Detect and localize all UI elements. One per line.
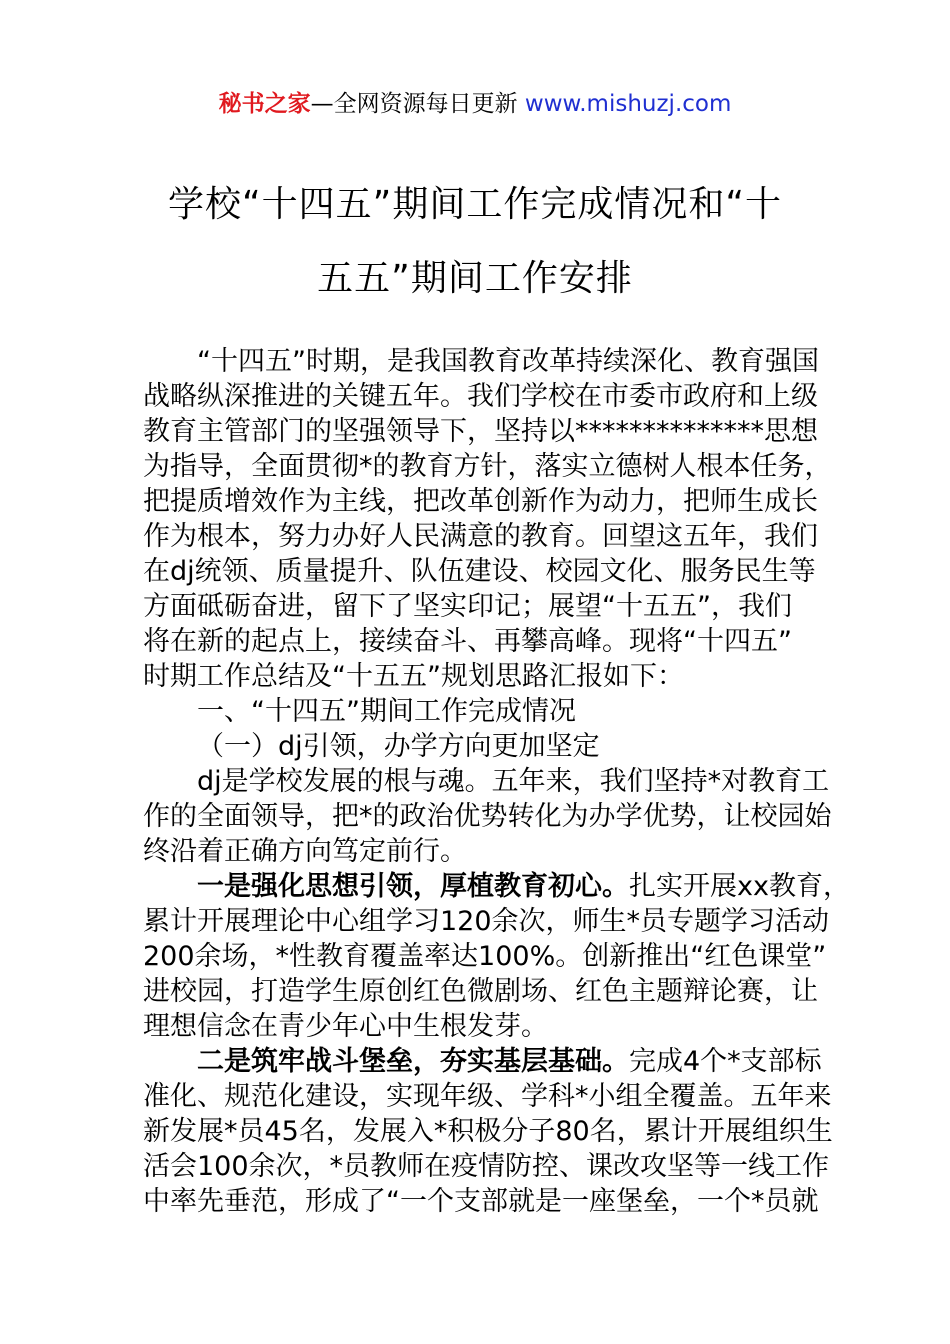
intro-line: 方面砥砺奋进，留下了坚实印记；展望“十五五”，我们: [143, 591, 792, 622]
paragraph-line: [143, 1044, 822, 1079]
site-url-link[interactable]: www.mishuzj.com: [524, 91, 732, 117]
section-heading: 一、“十四五”期间工作完成情况: [197, 696, 576, 727]
point-one-paragraph: [143, 869, 850, 1044]
paragraph-line: 200余场，*性教育覆盖率达100%。创新推出“红色课堂”: [143, 941, 827, 972]
intro-line: “十四五”时期，是我国教育改革持续深化、教育强国: [197, 346, 819, 377]
header-tagline: —全网资源每日更新: [310, 91, 518, 117]
paragraph-line: 理想信念在青少年心中生根发芽。: [143, 1011, 548, 1042]
intro-line: 教育主管部门的坚强领导下，坚持以**************思想: [143, 416, 818, 447]
title-line-2: 五五”期间工作安排: [317, 258, 633, 299]
paragraph-line: dj是学校发展的根与魂。五年来，我们坚持*对教育工: [197, 766, 830, 797]
point-one-text: 扎实开展xx教育，: [629, 871, 850, 902]
intro-line: 为指导，全面贯彻*的教育方针，落实立德树人根本任务，: [143, 451, 832, 482]
point-two-paragraph: [143, 1044, 833, 1219]
intro-line: 把提质增效作为主线，把改革创新作为动力，把师生成长: [143, 486, 818, 517]
paragraph-line: 累计开展理论中心组学习120余次，师生*员专题学习活动: [143, 906, 830, 937]
paragraph-line: 终沿着正确方向笃定前行。: [143, 836, 467, 867]
subsection-paragraph: [143, 764, 832, 869]
document-title: [130, 168, 820, 316]
paragraph-line: 活会100余次，*员教师在疫情防控、课改攻坚等一线工作: [143, 1151, 830, 1182]
intro-line: 时期工作总结及“十五五”规划思路汇报如下：: [143, 661, 684, 692]
paragraph-line: 新发展*员45名，发展入*积极分子80名，累计开展组织生: [143, 1116, 833, 1147]
document-body: [143, 344, 850, 1219]
intro-line: 战略纵深推进的关键五年。我们学校在市委市政府和上级: [143, 381, 818, 412]
point-two-text: 完成4个*支部标: [629, 1046, 822, 1077]
intro-paragraph: [143, 344, 832, 694]
point-one-heading: 一是强化思想引领，厚植教育初心。: [197, 871, 629, 902]
intro-line: 在dj统领、质量提升、队伍建设、校园文化、服务民生等: [143, 556, 816, 587]
site-header: [0, 88, 950, 120]
paragraph-line: 准化、规范化建设，实现年级、学科*小组全覆盖。五年来: [143, 1081, 832, 1112]
paragraph-line: [143, 869, 850, 904]
point-two-heading: 二是筑牢战斗堡垒，夯实基层基础。: [197, 1046, 629, 1077]
paragraph-line: 作的全面领导，把*的政治优势转化为办学优势，让校园始: [143, 801, 832, 832]
paragraph-line: 中率先垂范，形成了“一个支部就是一座堡垒，一个*员就: [143, 1186, 819, 1217]
subsection-heading: （一）dj引领，办学方向更加坚定: [197, 731, 600, 762]
intro-line: 将在新的起点上，接续奋斗、再攀高峰。现将“十四五”: [143, 626, 792, 657]
title-line-1: 学校“十四五”期间工作完成情况和“十: [168, 184, 782, 225]
intro-line: 作为根本，努力办好人民满意的教育。回望这五年，我们: [143, 521, 818, 552]
paragraph-line: 进校园，打造学生原创红色微剧场、红色主题辩论赛，让: [143, 976, 818, 1007]
brand-name: 秘书之家: [218, 91, 311, 117]
